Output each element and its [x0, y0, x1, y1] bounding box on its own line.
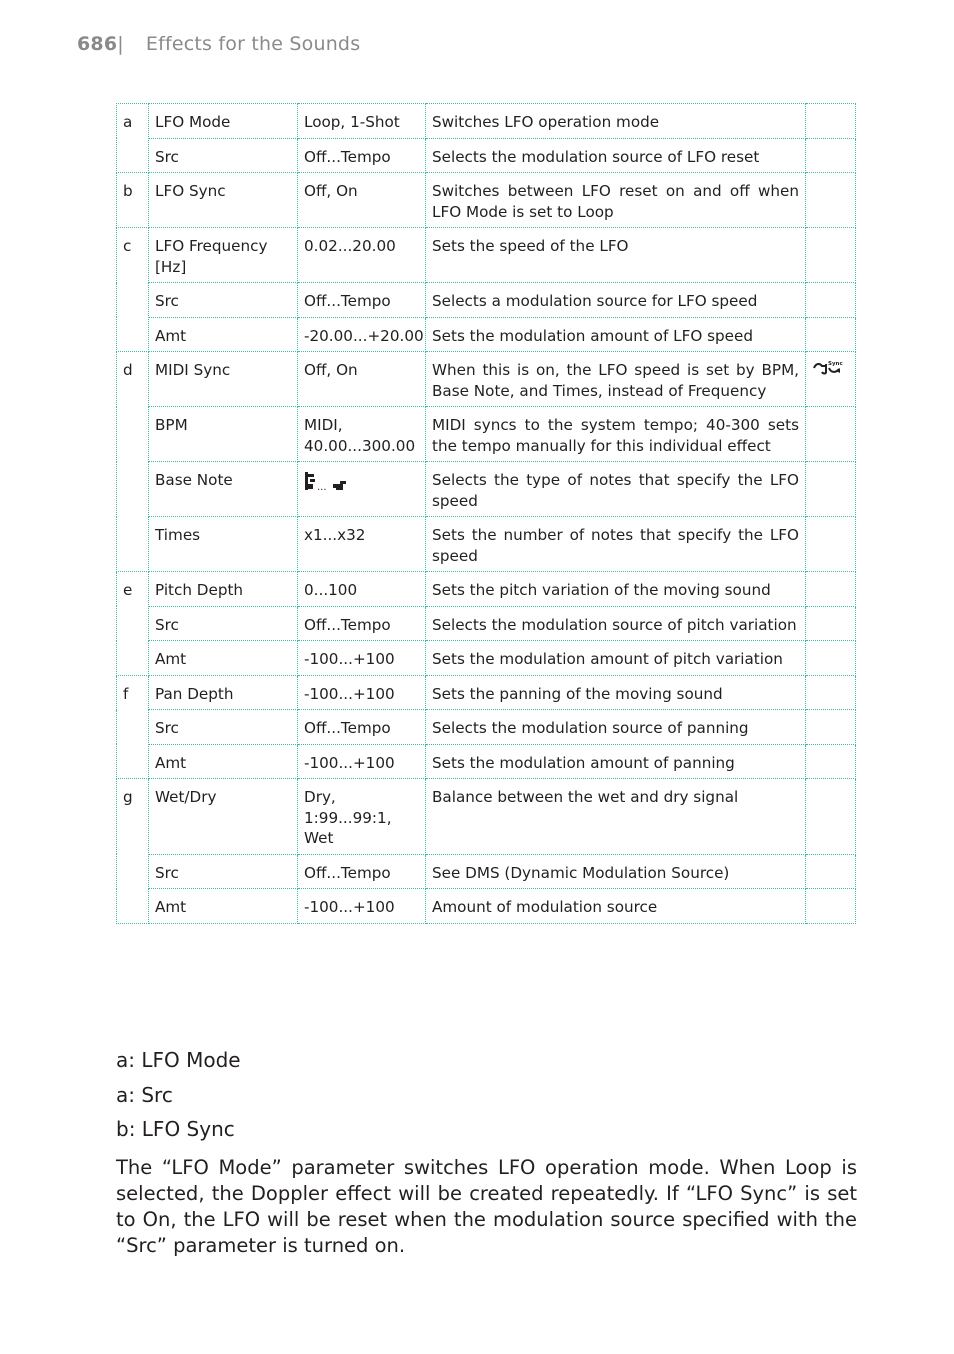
param-icon-cell — [806, 572, 856, 607]
param-value: MIDI, 40.00...300.00 — [298, 407, 426, 462]
table-row — [117, 572, 856, 607]
param-desc: Selects the type of notes that specify the LFO speed — [426, 462, 806, 517]
group-letter: c — [117, 228, 149, 352]
param-name: Pitch Depth — [149, 572, 298, 607]
param-value: -100...+100 — [298, 675, 426, 710]
param-desc: Sets the modulation amount of panning — [426, 744, 806, 779]
param-name: Times — [149, 517, 298, 572]
param-value: x1...x32 — [298, 517, 426, 572]
group-letter: d — [117, 352, 149, 572]
param-desc: Selects the modulation source of pitch variation — [426, 606, 806, 641]
param-name: LFO Sync — [149, 173, 298, 228]
sync-icon-label: Sync — [828, 361, 843, 367]
param-value: -100...+100 — [298, 889, 426, 924]
param-value: Off...Tempo — [298, 854, 426, 889]
param-value: 0...100 — [298, 572, 426, 607]
table-row — [117, 173, 856, 228]
table-row — [117, 675, 856, 710]
param-value: Off...Tempo — [298, 606, 426, 641]
param-value: Loop, 1-Shot — [298, 104, 426, 139]
group-letter: e — [117, 572, 149, 676]
table-row — [117, 462, 856, 517]
param-icon-cell — [806, 228, 856, 283]
param-name: Amt — [149, 744, 298, 779]
table-row — [117, 889, 856, 924]
param-desc: MIDI syncs to the system tempo; 40-300 sets the tempo manually for this individual effect — [426, 407, 806, 462]
table-row — [117, 854, 856, 889]
table-row — [117, 352, 856, 407]
param-icon-cell — [806, 104, 856, 139]
group-letter: g — [117, 779, 149, 924]
table-row — [117, 228, 856, 283]
param-desc: Selects the modulation source of panning — [426, 710, 806, 745]
section-heading: b: LFO Sync — [116, 1117, 235, 1141]
section-headings — [116, 1046, 241, 1150]
param-value: -20.00...+20.00 — [298, 317, 426, 352]
param-icon-cell — [806, 407, 856, 462]
param-desc: Balance between the wet and dry signal — [426, 779, 806, 855]
param-name: Amt — [149, 641, 298, 676]
param-name: Src — [149, 606, 298, 641]
param-icon-cell — [806, 710, 856, 745]
table-row — [117, 710, 856, 745]
param-value: Off...Tempo — [298, 138, 426, 173]
table-row — [117, 138, 856, 173]
param-name: Base Note — [149, 462, 298, 517]
group-letter: b — [117, 173, 149, 228]
param-desc: Sets the speed of the LFO — [426, 228, 806, 283]
table-row — [117, 641, 856, 676]
param-desc: Sets the pitch variation of the moving sound — [426, 572, 806, 607]
param-icon-cell — [806, 517, 856, 572]
param-desc: Sets the panning of the moving sound — [426, 675, 806, 710]
param-desc: Selects the modulation source of LFO reset — [426, 138, 806, 173]
param-icon-cell — [806, 317, 856, 352]
param-name: Src — [149, 283, 298, 318]
param-desc: See DMS (Dynamic Modulation Source) — [426, 854, 806, 889]
param-icon-cell — [806, 641, 856, 676]
param-value: Off, On — [298, 352, 426, 407]
group-letter: a — [117, 104, 149, 173]
table-row — [117, 744, 856, 779]
table-row — [117, 517, 856, 572]
param-value — [298, 462, 426, 517]
header-separator: | — [117, 33, 124, 55]
param-name: LFO Frequency [Hz] — [149, 228, 298, 283]
param-name: Src — [149, 710, 298, 745]
page-title: Effects for the Sounds — [145, 33, 361, 55]
param-desc: Sets the modulation amount of LFO speed — [426, 317, 806, 352]
param-name: Amt — [149, 317, 298, 352]
table-row — [117, 606, 856, 641]
param-name: MIDI Sync — [149, 352, 298, 407]
group-letter: f — [117, 675, 149, 779]
table-row — [117, 779, 856, 855]
param-name: LFO Mode — [149, 104, 298, 139]
table-row — [117, 104, 856, 139]
param-name: Wet/Dry — [149, 779, 298, 855]
page-header — [77, 33, 360, 55]
param-icon-cell — [806, 173, 856, 228]
param-icon-cell — [806, 889, 856, 924]
param-name: Amt — [149, 889, 298, 924]
param-value: Off...Tempo — [298, 283, 426, 318]
param-name: Src — [149, 138, 298, 173]
param-icon-cell — [806, 283, 856, 318]
sync-icon — [812, 360, 846, 376]
param-value: Off...Tempo — [298, 710, 426, 745]
param-value: -100...+100 — [298, 641, 426, 676]
param-desc: Selects a modulation source for LFO speed — [426, 283, 806, 318]
param-desc: When this is on, the LFO speed is set by BPM, Base Note, and Times, instead of Frequency — [426, 352, 806, 407]
param-name: Src — [149, 854, 298, 889]
table-row — [117, 283, 856, 318]
param-icon-cell — [806, 352, 856, 407]
param-desc: Switches LFO operation mode — [426, 104, 806, 139]
param-desc: Switches between LFO reset on and off when LFO Mode is set to Loop — [426, 173, 806, 228]
param-value: 0.02...20.00 — [298, 228, 426, 283]
page-number: 686 — [77, 33, 118, 55]
param-desc: Sets the modulation amount of pitch variation — [426, 641, 806, 676]
note-range-icon — [304, 470, 348, 492]
param-icon-cell — [806, 779, 856, 855]
table-row — [117, 407, 856, 462]
param-icon-cell — [806, 744, 856, 779]
param-value: -100...+100 — [298, 744, 426, 779]
section-heading: a: Src — [116, 1082, 173, 1107]
param-desc: Amount of modulation source — [426, 889, 806, 924]
param-value: Dry, 1:99...99:1, Wet — [298, 779, 426, 855]
param-name: BPM — [149, 407, 298, 462]
param-desc: Sets the number of notes that specify the LFO speed — [426, 517, 806, 572]
base-note-ellipsis: ... — [317, 482, 327, 492]
body-paragraph: The “LFO Mode” parameter switches LFO operation mode. When Loop is selected, the Doppler effect will be created repeatedly. If “LFO Sync” is set to On, the LFO will be reset when the modulation source specified with the “Src” parameter is turned on. — [116, 1156, 857, 1257]
param-icon-cell — [806, 606, 856, 641]
param-name: Pan Depth — [149, 675, 298, 710]
param-icon-cell — [806, 854, 856, 889]
parameter-table — [116, 103, 856, 924]
param-icon-cell — [806, 675, 856, 710]
table-row — [117, 317, 856, 352]
param-icon-cell — [806, 462, 856, 517]
param-value: Off, On — [298, 173, 426, 228]
section-heading: a: LFO Mode — [116, 1048, 241, 1072]
param-icon-cell — [806, 138, 856, 173]
